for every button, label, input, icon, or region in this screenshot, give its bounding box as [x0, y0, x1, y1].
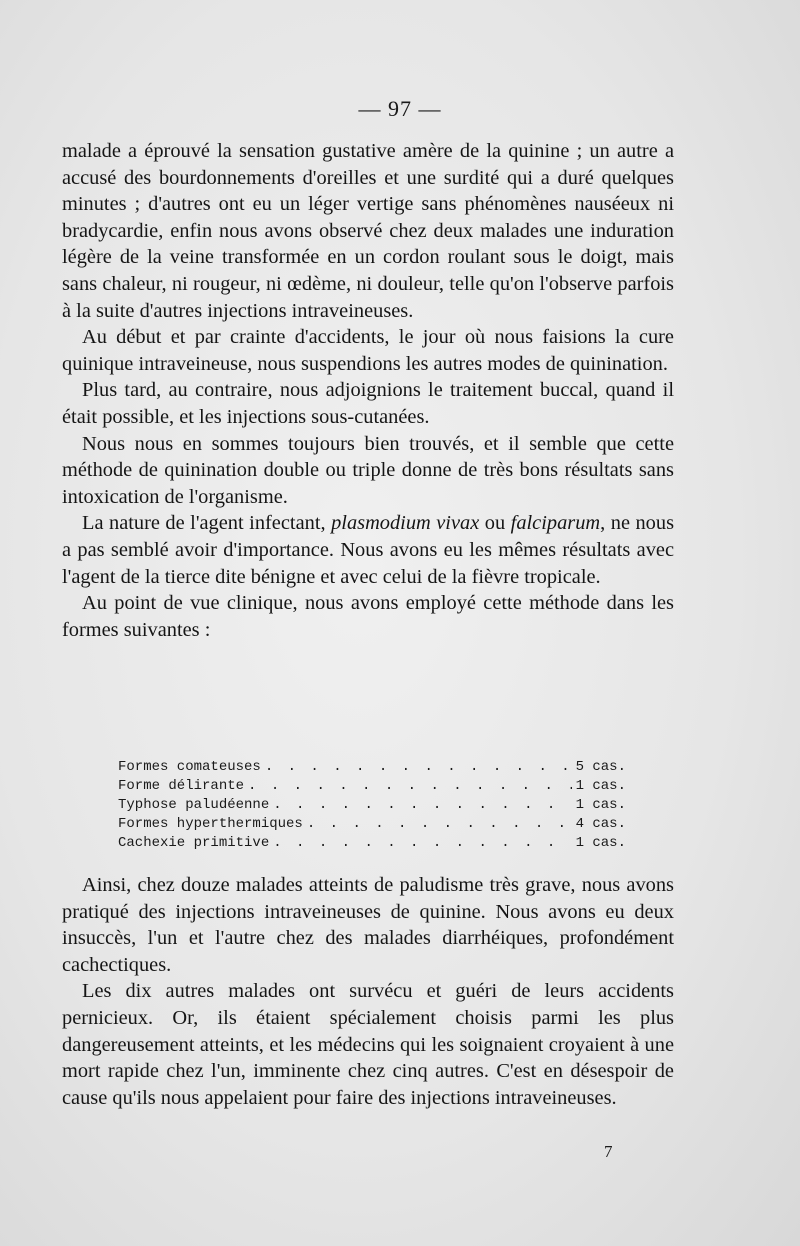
paragraph-8: Les dix autres malades ont survécu et guéri de leurs accidents pernicieux. Or, ils étaient spécialement choisis parmi les plus dangereusement atteints, et les médecins qui les soignaient croyaient à une mort rapide chez l'un, imminente chez cinq autres. C'est en désespoir de cause qu'ils nous appelaient pour faire des injections intraveineuses.: [62, 980, 674, 1109]
body-text-bottom: [62, 872, 674, 1111]
paragraph-3: Plus tard, au contraire, nous adjoignions le traitement buccal, quand il était possible, et les injections sous-cutanées.: [62, 379, 674, 428]
leader-dots: [248, 777, 572, 796]
form-count: 1 cas.: [575, 835, 626, 851]
paragraph-5-italic-2: falciparum: [510, 512, 601, 535]
forms-row: [118, 834, 626, 853]
form-label: Formes hyperthermiques: [118, 816, 303, 832]
paragraph-5-text-c: , ne nous a pas semblé avoir d'importance. Nous avons eu les mêmes résultats avec l'agent de la tierce dite bénigne et avec celui de la fièvre tropicale.: [62, 512, 675, 588]
paragraph-2: Au début et par crainte d'accidents, le jour où nous faisions la cure quinique intraveineuse, nous suspendions les autres modes de quinination.: [62, 326, 674, 375]
form-label: Forme délirante: [118, 778, 245, 794]
form-count: 4 cas.: [575, 816, 626, 832]
form-count: 1 cas.: [575, 778, 626, 794]
form-label: Cachexie primitive: [118, 835, 270, 851]
forms-row: [118, 758, 626, 777]
paragraph-5: [62, 510, 674, 590]
form-count: 5 cas.: [575, 759, 626, 775]
form-label: Typhose paludéenne: [118, 797, 270, 813]
paragraph-7: Ainsi, chez douze malades atteints de paludisme très grave, nous avons pratiqué des injections intraveineuses de quinine. Nous avons eu deux insuccès, l'un et l'autre chez des malades diarrhéiques, profondément cachectiques.: [62, 874, 674, 976]
body-text-top: [62, 138, 674, 643]
leader-dots: [307, 815, 572, 834]
paragraph-4: Nous nous en sommes toujours bien trouvés, et il semble que cette méthode de quinination double ou triple donne de très bons résultats sans intoxication de l'organisme.: [62, 432, 674, 508]
leader-dots: [273, 834, 571, 853]
forms-row: [118, 815, 626, 834]
paragraph-6: Au point de vue clinique, nous avons employé cette méthode dans les formes suivantes :: [62, 592, 674, 641]
form-label: Formes comateuses: [118, 759, 261, 775]
signature-mark: 7: [604, 1142, 613, 1161]
leader-dots: [265, 758, 572, 777]
paragraph-1: malade a éprouvé la sensation gustative amère de la quinine ; un autre a accusé des bourdonnements d'oreilles et une surdité qui a duré quelques minutes ; d'autres ont eu un léger vertige sans phénomènes nauséeux ni bradycardie, enfin nous avons observé chez deux malades une induration légère de la veine transformée en un cordon roulant sous le doigt, mais sans chaleur, ni rougeur, ni œdème, ni douleur, telle qu'on l'observe parfois à la suite d'autres injections intraveineuses.: [62, 140, 674, 322]
page-number: — 97 —: [358, 96, 442, 121]
leader-dots: [273, 796, 571, 815]
forms-list: [118, 758, 626, 853]
paragraph-5-italic-1: plasmodium vivax: [331, 512, 480, 535]
paragraph-5-text-b: ou: [479, 512, 511, 535]
forms-row: [118, 796, 626, 815]
paragraph-5-text-a: La nature de l'agent infectant,: [82, 512, 332, 535]
forms-row: [118, 777, 626, 796]
form-count: 1 cas.: [575, 797, 626, 813]
